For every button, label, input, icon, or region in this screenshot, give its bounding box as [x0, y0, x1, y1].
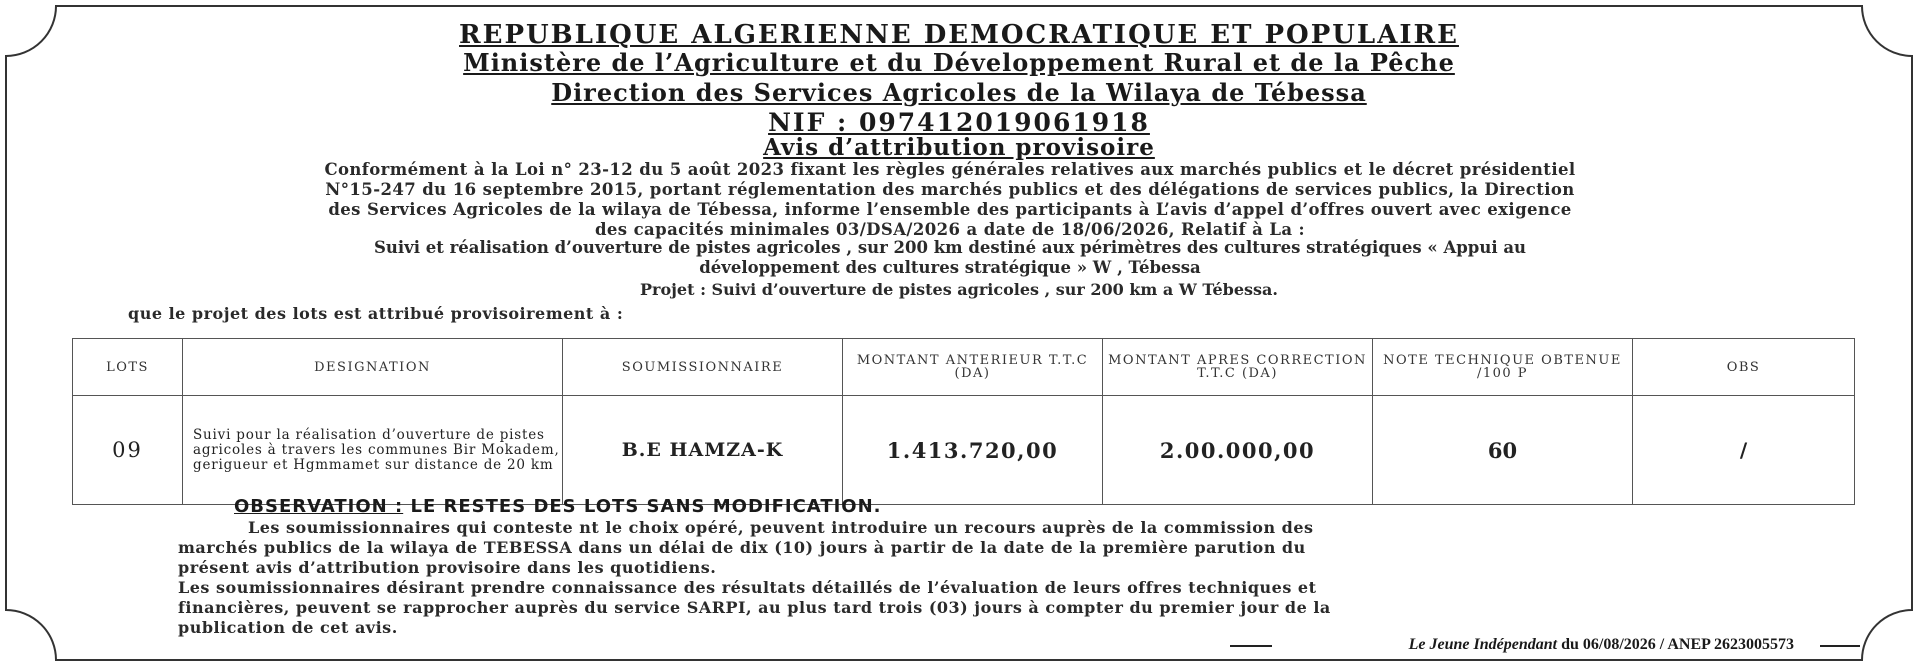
cell-soumissionnaire: B.E HAMZA-K	[563, 396, 843, 505]
detail-line: publication de cet avis.	[178, 618, 398, 637]
objet-paragraph	[100, 238, 1800, 278]
table-header-row	[73, 339, 1855, 396]
objet-line: Suivi et réalisation d’ouverture de pistes agricoles , sur 200 km destiné aux périmètres des cultures stratégiques « Appui au	[373, 238, 1527, 257]
recours-paragraph	[178, 518, 1818, 578]
header-note: NOTE TECHNIQUE OBTENUE /100 P	[1373, 339, 1633, 396]
cell-montant-anterieur: 1.413.720,00	[843, 396, 1103, 505]
cell-montant-apres: 2.00.000,00	[1103, 396, 1373, 505]
objet-line: développement des cultures stratégique » W , Tébessa	[699, 258, 1201, 277]
notice-title: Avis d’attribution provisoire	[763, 134, 1155, 161]
source-credit	[1409, 636, 1794, 654]
intro-line: des capacités minimales 03/DSA/2026 a date de 18/06/2026, Relatif à La :	[594, 220, 1306, 239]
observation-label: OBSERVATION :	[234, 496, 404, 517]
header-montant-apres: MONTANT APRES CORRECTION T.T.C (DA)	[1103, 339, 1373, 396]
intro-line: N°15-247 du 16 septembre 2015, portant réglementation des marchés publics et des délégations de services publics, la Direction	[325, 180, 1575, 199]
cell-designation: Suivi pour la réalisation d’ouverture de pistes agricoles à travers les communes Bir Mokadem, gerigueur et Hgmmamet sur distance de 20 km	[183, 396, 563, 505]
intro-line: des Services Agricoles de la wilaya de Tébessa, informe l’ensemble des participants à L’avis d’appel d’offres ouvert avec exigence	[328, 200, 1572, 219]
observation-text: LE RESTES DES LOTS SANS MODIFICATION.	[410, 496, 882, 517]
header-lots: LOTS	[73, 339, 183, 396]
cell-note: 60	[1373, 396, 1633, 505]
nif-heading: NIF : 097412019061918	[768, 108, 1150, 137]
recours-line: Les soumissionnaires qui conteste nt le choix opéré, peuvent introduire un recours auprès de la commission des	[248, 518, 1314, 537]
header-soumissionnaire: SOUMISSIONNAIRE	[563, 339, 843, 396]
table-row	[73, 396, 1855, 505]
attribution-table	[72, 338, 1855, 505]
republic-heading: REPUBLIQUE ALGERIENNE DEMOCRATIQUE ET POPULAIRE	[459, 20, 1459, 50]
intro-paragraph	[80, 160, 1820, 240]
ministry-heading: Ministère de l’Agriculture et du Développement Rural et de la Pêche	[463, 48, 1455, 77]
recours-line: marchés publics de la wilaya de TEBESSA dans un délai de dix (10) jours à partir de la date de la première parution du	[178, 538, 1306, 557]
header-designation: DESIGNATION	[183, 339, 563, 396]
recours-line: présent avis d’attribution provisoire dans les quotidiens.	[178, 558, 717, 577]
direction-heading: Direction des Services Agricoles de la Wilaya de Tébessa	[551, 78, 1367, 107]
projet-line: Projet : Suivi d’ouverture de pistes agricoles , sur 200 km a W Tébessa.	[640, 280, 1278, 299]
header-montant-anterieur: MONTANT ANTERIEUR T.T.C (DA)	[843, 339, 1103, 396]
source-rule	[1820, 645, 1860, 647]
intro-line: Conformément à la Loi n° 23-12 du 5 août 2023 fixant les règles générales relatives aux marchés publics et le décret présidentiel	[324, 160, 1576, 179]
detail-line: financières, peuvent se rapprocher auprès du service SARPI, au plus tard trois (03) jours à compter du premier jour de la	[178, 598, 1331, 617]
source-rule	[1230, 645, 1272, 647]
header-obs: OBS	[1633, 339, 1855, 396]
observation-line	[234, 496, 882, 517]
source-reference: du 06/08/2026 / ANEP 2623005573	[1557, 636, 1794, 653]
cell-obs: /	[1633, 396, 1855, 505]
newspaper-name: Le Jeune Indépendant	[1408, 636, 1558, 653]
attribution-intro: que le projet des lots est attribué provisoirement à :	[128, 304, 624, 323]
cell-lot: 09	[73, 396, 183, 505]
detail-paragraph	[178, 578, 1818, 638]
detail-line: Les soumissionnaires désirant prendre connaissance des résultats détaillés de l’évaluation de leurs offres techniques et	[178, 578, 1317, 597]
